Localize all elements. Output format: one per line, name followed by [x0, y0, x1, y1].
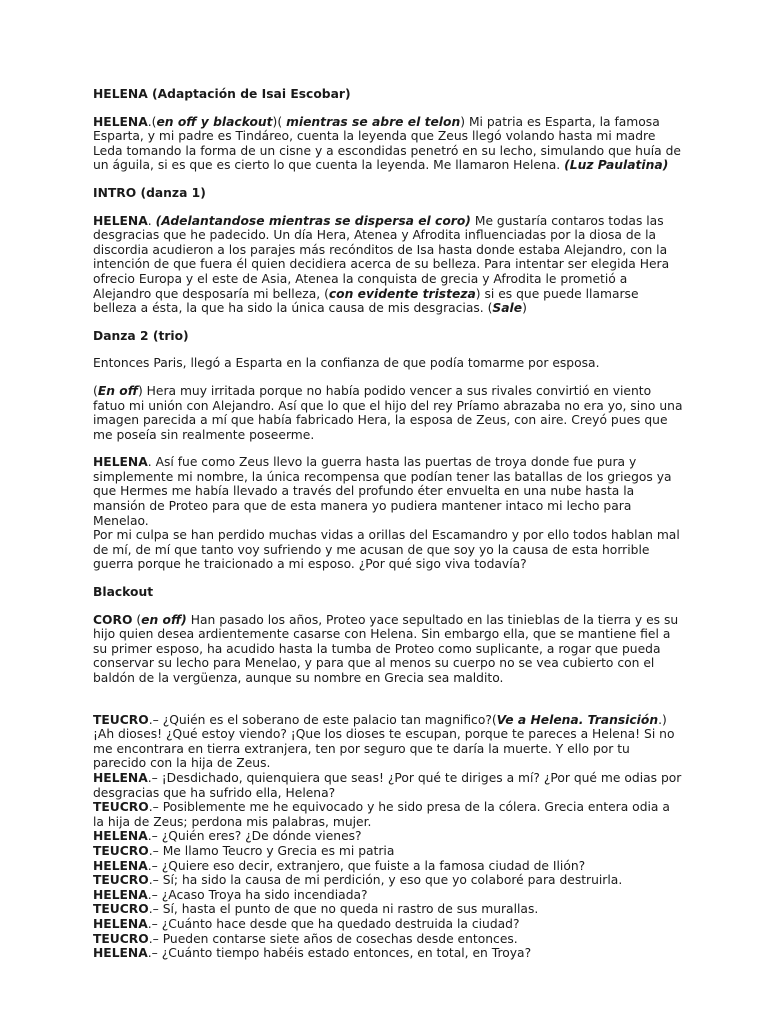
dialogue-line — [93, 932, 683, 947]
text-span: .– ¿Acaso Troya ha sido incendiada? — [147, 887, 368, 902]
speaker-label: HELENA — [93, 455, 148, 470]
text-span: ) Mi patria es Esparta, la famosa Esparta, y mi padre es Tindáreo, cuenta la leyenda que Zeus llegó volando hasta mi madre Leda tomando la forma de un cisne y a escondidas penetró en su lecho, simulando que huía de un águila, si es que es cierto lo que cuenta la leyenda. Me llamaron Helena. — [93, 114, 681, 173]
dialogue-line — [93, 902, 683, 917]
text-span: Entonces Paris, llegó a Esparta en la confianza de que podía tomarme por esposa. — [93, 356, 600, 371]
text-span: .) ¡Ah dioses! ¿Qué estoy viendo? ¡Que los dioses te escupan, porque te pareces a Helena! Si no me encontrara en tierra extranjera, ten por seguro que te daría la muerte. Y ello por tu parecido con la hija de Zeus. — [93, 712, 675, 771]
paragraph — [93, 214, 683, 316]
text-span: .– Posiblemente me he equivocado y he sido presa de la cólera. Grecia entera odia a la hija de Zeus; perdona mis palabras, mujer. — [93, 800, 670, 829]
speaker-label: TEUCRO — [93, 712, 149, 727]
dialogue-line — [93, 528, 683, 572]
dialogue-block — [93, 455, 683, 572]
speaker-label: INTRO (danza 1) — [93, 185, 206, 200]
dialogue-line — [93, 771, 683, 800]
speaker-label: HELENA — [93, 887, 148, 902]
text-span: . — [147, 213, 156, 228]
dialogue-line — [93, 888, 683, 903]
stage-direction: (Luz Paulatina) — [564, 158, 669, 173]
speaker-label: HELENA — [93, 770, 148, 785]
text-span: .– ¡Desdichado, quienquiera que seas! ¿Por qué te diriges a mí? ¿Por qué me odias por desgracias que ha sufrido ella, Helena? — [93, 770, 682, 800]
dialogue-line — [93, 844, 683, 859]
dialogue-block — [93, 713, 683, 961]
text-span: . Así fue como Zeus llevo la guerra hasta las puertas de troya donde fue pura y simplemente mi nombre, la única recompensa que podían tener las batallas de los griegos ya que Hermes me había llevado a través del profundo éter envuelta en una nube hasta la mansión de Proteo para que de esta manera yo pudiera mantener intaco mi lecho para Menelao. — [93, 455, 672, 528]
speaker-label: HELENA — [93, 916, 148, 931]
text-span: .– ¿Cuánto tiempo habéis estado entonces, en total, en Troya? — [147, 946, 532, 961]
paragraph — [93, 329, 683, 344]
stage-direction: Sale — [492, 301, 523, 316]
text-span: ( — [93, 383, 98, 398]
text-span: .– Me llamo Teucro y Grecia es mi patria — [148, 843, 395, 858]
dialogue-line — [93, 917, 683, 932]
paragraph — [93, 356, 683, 371]
text-span: )( — [272, 114, 287, 129]
speaker-label: HELENA — [93, 858, 148, 873]
script-blocks — [93, 115, 683, 961]
dialogue-line — [93, 946, 683, 961]
stage-direction: (Adelantandose mientras se dispersa el coro) — [155, 213, 471, 228]
text-span: ( — [132, 612, 142, 627]
dialogue-line — [93, 713, 683, 771]
text-span: .– Pueden contarse siete años de cosechas desde entonces. — [148, 931, 518, 946]
text-span: ) — [522, 301, 527, 316]
speaker-label: TEUCRO — [93, 873, 149, 888]
text-span: .( — [147, 114, 157, 129]
document-title: HELENA (Adaptación de Isai Escobar) — [93, 87, 351, 101]
paragraph — [93, 186, 683, 201]
speaker-label: HELENA — [93, 946, 148, 961]
stage-direction: en off y blackout — [156, 114, 273, 129]
text-span: .– Sí, hasta el punto de que no queda ni rastro de sus murallas. — [148, 902, 539, 917]
dialogue-line — [93, 455, 683, 528]
stage-direction: En off — [97, 383, 138, 398]
dialogue-line — [93, 800, 683, 829]
speaker-label: TEUCRO — [93, 843, 149, 858]
dialogue-line — [93, 873, 683, 888]
speaker-label: TEUCRO — [93, 800, 149, 815]
speaker-label: HELENA — [93, 114, 148, 129]
text-span: Me gustaría contaros todas las desgracias que he padecido. Un día Hera, Atenea y Afrodita influenciadas por la diosa de la discordia acudieron a los parajes más recónditos de Isa hasta donde estaba Alejandro, con la intención de que fuera él quien decidiera acerca de su belleza. Para intentar ser elegida Hera ofrecio Europa y el este de Asia, Atenea la conquista de grecia y Afrodita le prometió a Alejandro que desposaría mi belleza, ( — [93, 213, 670, 301]
text-span: Por mi culpa se han perdido muchas vidas a orillas del Escamandro y por ello todos hablan mal de mí, de mí que tanto voy sufriendo y me acusan de que soy yo la causa de esta horrible guerra porque he traicionado a mi esposo. ¿Por qué sigo viva todavía? — [93, 528, 680, 572]
speaker-label: Danza 2 (trio) — [93, 328, 189, 343]
text-span: ) si es que puede llamarse belleza a ésta, la que ha sido la única causa de mis desgracias. ( — [93, 286, 639, 316]
text-span: .– ¿Quién es el soberano de este palacio tan magnifico?( — [148, 712, 497, 727]
speaker-label: CORO — [93, 612, 133, 627]
paragraph — [93, 115, 683, 173]
stage-direction: Ve a Helena. Transición — [496, 712, 659, 727]
text-span: Han pasado los años, Proteo yace sepultado en las tinieblas de la tierra y es su hijo quien desea ardientemente casarse con Helena. Sin embargo ella, que se mantiene fiel a su primer esposo, ha acudido hasta la tumba de Proteo como suplicante, a rogar que pueda conservar su lecho para Menelao, y para que al menos su cuerpo no se vea cubierto con el baldón de la vergüenza, aunque su nombre en Grecia sea maldito. — [93, 612, 679, 685]
stage-direction: en off) — [141, 612, 187, 627]
text-span: .– ¿Quiere eso decir, extranjero, que fuiste a la famosa ciudad de Ilión? — [147, 858, 586, 873]
paragraph — [93, 384, 683, 442]
text-span: .– ¿Cuánto hace desde que ha quedado destruida la ciudad? — [147, 916, 520, 931]
speaker-label: HELENA — [93, 829, 148, 844]
text-span: ) Hera muy irritada porque no había podido vencer a sus rivales convirtió en viento fatuo mi unión con Alejandro. Así que lo que el hijo del rey Príamo abrazaba no era yo, sino una imagen parecida a mí que había fabricado Hera, la esposa de Zeus, con aire. Creyó pues que me poseía sin realmente poseerme. — [93, 383, 683, 442]
text-span: .– Sí; ha sido la causa de mi perdición, y eso que yo colaboré para destruirla. — [148, 873, 623, 888]
spacer — [93, 699, 683, 713]
speaker-label: Blackout — [93, 585, 154, 600]
stage-direction: con evidente tristeza — [328, 286, 476, 301]
document-body — [93, 87, 683, 974]
paragraph — [93, 613, 683, 686]
dialogue-line — [93, 859, 683, 874]
dialogue-line — [93, 829, 683, 844]
speaker-label: TEUCRO — [93, 931, 149, 946]
text-span: .– ¿Quién eres? ¿De dónde vienes? — [147, 829, 362, 844]
paragraph — [93, 585, 683, 600]
stage-direction: mientras se abre el telon — [286, 114, 461, 129]
speaker-label: HELENA — [93, 213, 148, 228]
speaker-label: TEUCRO — [93, 902, 149, 917]
